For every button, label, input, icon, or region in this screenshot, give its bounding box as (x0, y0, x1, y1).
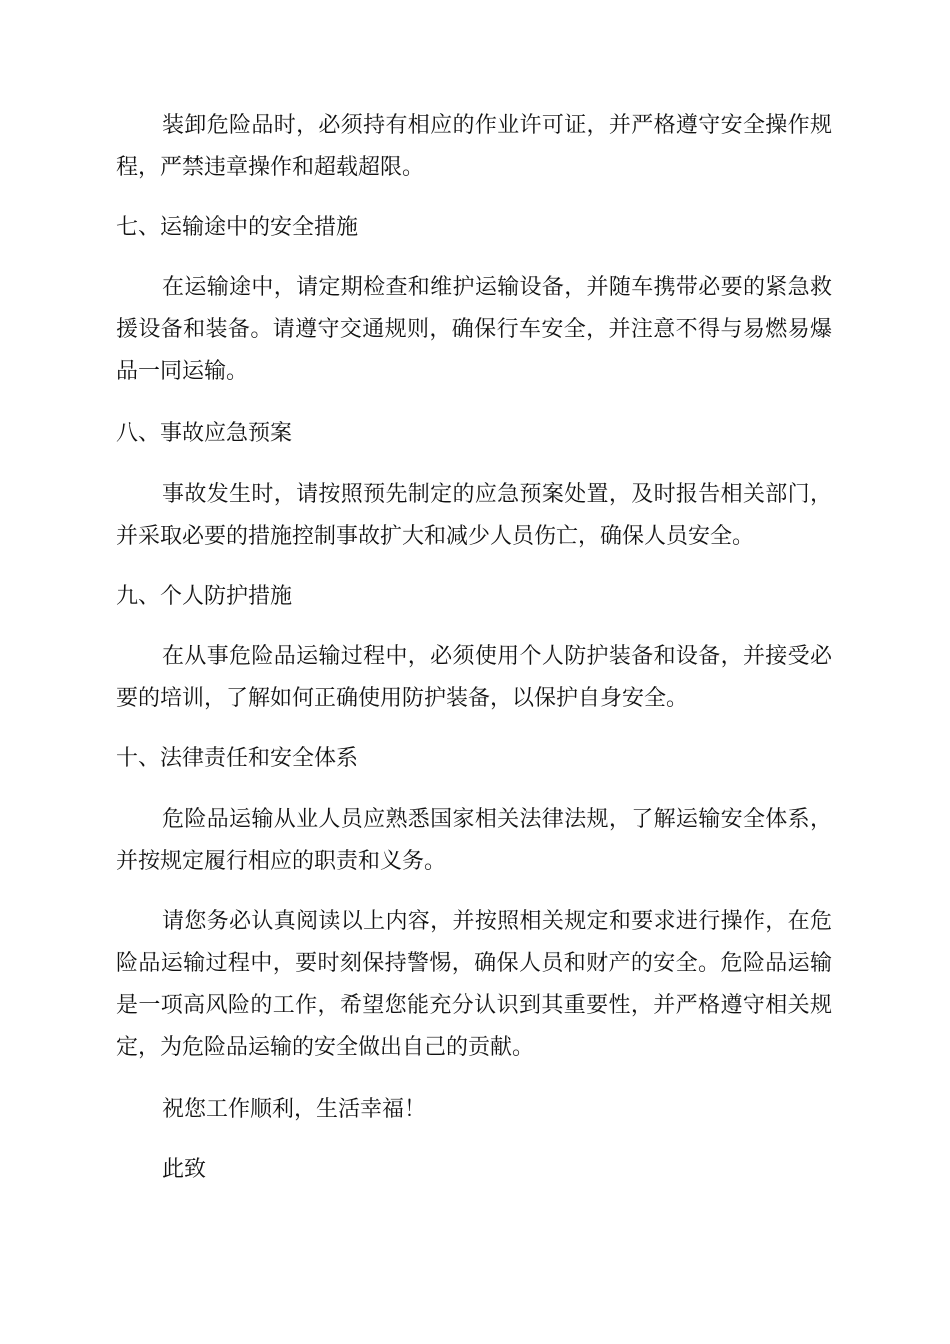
closing-wish: 祝您工作顺利，生活幸福！ (162, 1097, 427, 1122)
paragraph-closing: 请您务必认真阅读以上内容，并按照相关规定和要求进行操作，在危险品运输过程中，要时刻保持警惕，确保人员和财产的安全。危险品运输是一项高风险的工作，希望您能充分认识到其重要性，并严格遵守相关规定，为危险品运输的安全做出自己的贡献。 (116, 909, 832, 1060)
paragraph-section-8: 事故发生时，请按照预先制定的应急预案处置，及时报告相关部门，并采取必要的措施控制事故扩大和减少人员伤亡，确保人员安全。 (116, 482, 832, 549)
closing-salute: 此致 (162, 1157, 207, 1182)
paragraph-section-9: 在从事危险品运输过程中，必须使用个人防护装备和设备，并接受必要的培训，了解如何正确使用防护装备，以保护自身安全。 (116, 644, 832, 711)
heading-section-9: 九、个人防护措施 (116, 584, 293, 609)
heading-section-7: 七、运输途中的安全措施 (116, 215, 359, 240)
paragraph-section-7: 在运输途中，请定期检查和维护运输设备，并随车携带必要的紧急救援设备和装备。请遵守交通规则，确保行车安全，并注意不得与易燃易爆品一同运输。 (116, 275, 832, 384)
paragraph-loading: 装卸危险品时，必须持有相应的作业许可证，并严格遵守安全操作规程，严禁违章操作和超载超限。 (116, 113, 832, 180)
heading-section-10: 十、法律责任和安全体系 (116, 746, 359, 771)
heading-section-8: 八、事故应急预案 (116, 421, 293, 446)
paragraph-section-10: 危险品运输从业人员应熟悉国家相关法律法规，了解运输安全体系，并按规定履行相应的职责和义务。 (116, 807, 832, 874)
